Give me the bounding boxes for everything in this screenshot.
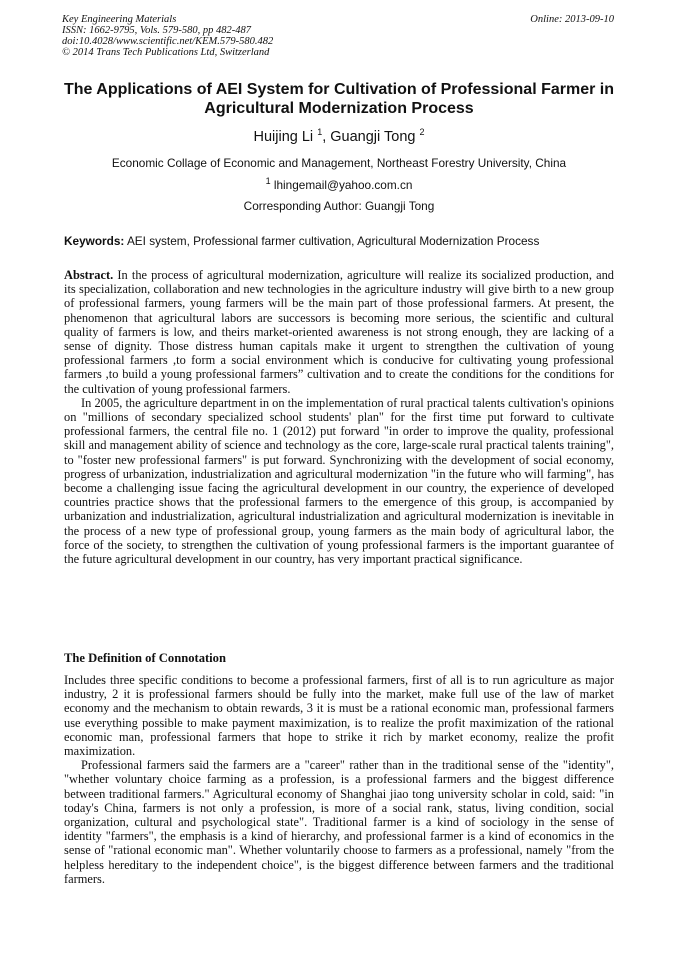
author-1: Huijing Li — [253, 129, 314, 145]
paper-title: The Applications of AEI System for Cultivation of Professional Farmer in Agricultural Modernization Process — [63, 81, 614, 117]
issn-line: ISSN: 1662-9795, Vols. 579-580, pp 482-487 — [62, 25, 251, 36]
keywords-line — [64, 234, 614, 249]
copyright-line: © 2014 Trans Tech Publications Ltd, Switzerland — [62, 47, 270, 58]
keywords-label: Keywords: — [64, 234, 125, 248]
affiliation: Economic Collage of Economic and Management, Northeast Forestry University, China — [111, 156, 567, 170]
email-mark: 1 — [265, 176, 271, 187]
abstract-section — [64, 268, 614, 566]
author-separator: , — [322, 129, 331, 145]
author-line — [0, 128, 678, 146]
doi-line: doi:10.4028/www.scientific.net/KEM.579-580.482 — [62, 36, 274, 47]
keywords-text: AEI system, Professional farmer cultivation, Agricultural Modernization Process — [124, 234, 540, 248]
corresponding-author: Corresponding Author: Guangji Tong — [243, 199, 435, 213]
journal-name: Key Engineering Materials — [62, 14, 177, 25]
abstract-paragraph-2: In 2005, the agriculture department in on the implementation of rural practical talents cultivation's opinions on "millions of secondary specialized school students' plan" for the first time put forward to cultivate professional farmers, the central file no. 1 (2012) put forward "in order to improve the quality, professional skill and management ability of science and technology as the core, large-scale rural practical talents training", to "foster new professional farmers" is put forward. Synchronizing with the development of social economy, progress of urbanization, industrialization and agricultural modernization "in the future who will farming", has become a challenging issue facing the agricultural development in our country, the experience of developed countries practice shows that the professional farmers to the emergence of this group, is accompanied by urbanization and industrialization, agricultural industrialization and agricultural modernization is inevitable in the process of a new type of professional group, young farmers as the main body of agricultural labor, the force of the society, to strengthen the cultivation of young professional farmers is the important guarantee of the future agricultural development in our country, has very important practical significance. — [64, 395, 614, 567]
author-2-affiliation-mark: 2 — [419, 127, 425, 138]
author-2: Guangji Tong — [330, 129, 416, 145]
author-1-affiliation-mark: 1 — [317, 127, 323, 138]
abstract-paragraph-1 — [64, 268, 614, 396]
definition-paragraph-1: Includes three specific conditions to become a professional farmers, first of all is to run agriculture as major industry, 2 it is professional farmers should be fully into the market, make full use of the law of market economy and the mechanism to obtain rewards, 3 it is must be a rational economic man, professional farmers use everything possible to make payment maximization, is to realize the profit maximization of the rational economic man, professional farmers that hope to strike it rich by market economy, realize the profit maximization. — [64, 673, 614, 759]
section-heading: The Definition of Connotation — [64, 651, 226, 665]
definition-paragraph-2: Professional farmers said the farmers are a "career" rather than in the traditional sense of the "identity", "whether voluntary choice farming as a profession, is a professional farmers and the biggest difference between traditional farmers." Agricultural economy of Shanghai jiao tong university scholar in cold, said: "in today's China, farmers is not only a profession, is more of a social rank, status, living condition, social organization, cultural and psychological state". Traditional farmer is a kind of sociology in the sense of identity "farmers", the emphasis is a kind of hierarchy, and professional farmer is a kind of economics in the sense of "rational economic man". Whether voluntarily choose to farmers as a professional, namely "from the helpless hereditary to the independent choice", is the biggest difference between farmers and the traditional farmers. — [64, 758, 614, 886]
definition-section — [64, 673, 614, 886]
abstract-text-1: In the process of agricultural modernization, agriculture will realize its socialized production, and its specialization, collaboration and new technologies in the agriculture industry will give birth to a new group of professional farmers, young farmers will be the main part of those professional farmers. At present, the phenomenon that agricultural labors are successors is becoming more serious, the scientific and cultural quality of farmers is low, and theirs market-oriented awareness is not strong enough, they are lacking of a sense of dignity. Those distress human capitals make it urgent to strengthen the cultivation of young professional farmers ,to form a social environment which is conducive for cultivating young professional farmers ,to build a young professional farmers” cultivation and to create the conditions for the conditions for the cultivation of young professional farmers. — [64, 268, 614, 396]
abstract-label: Abstract. — [64, 268, 114, 282]
email-line — [0, 178, 678, 193]
email-address: lhingemail@yahoo.com.cn — [273, 178, 413, 192]
journal-header — [62, 14, 614, 58]
online-date: Online: 2013-09-10 — [530, 14, 614, 25]
